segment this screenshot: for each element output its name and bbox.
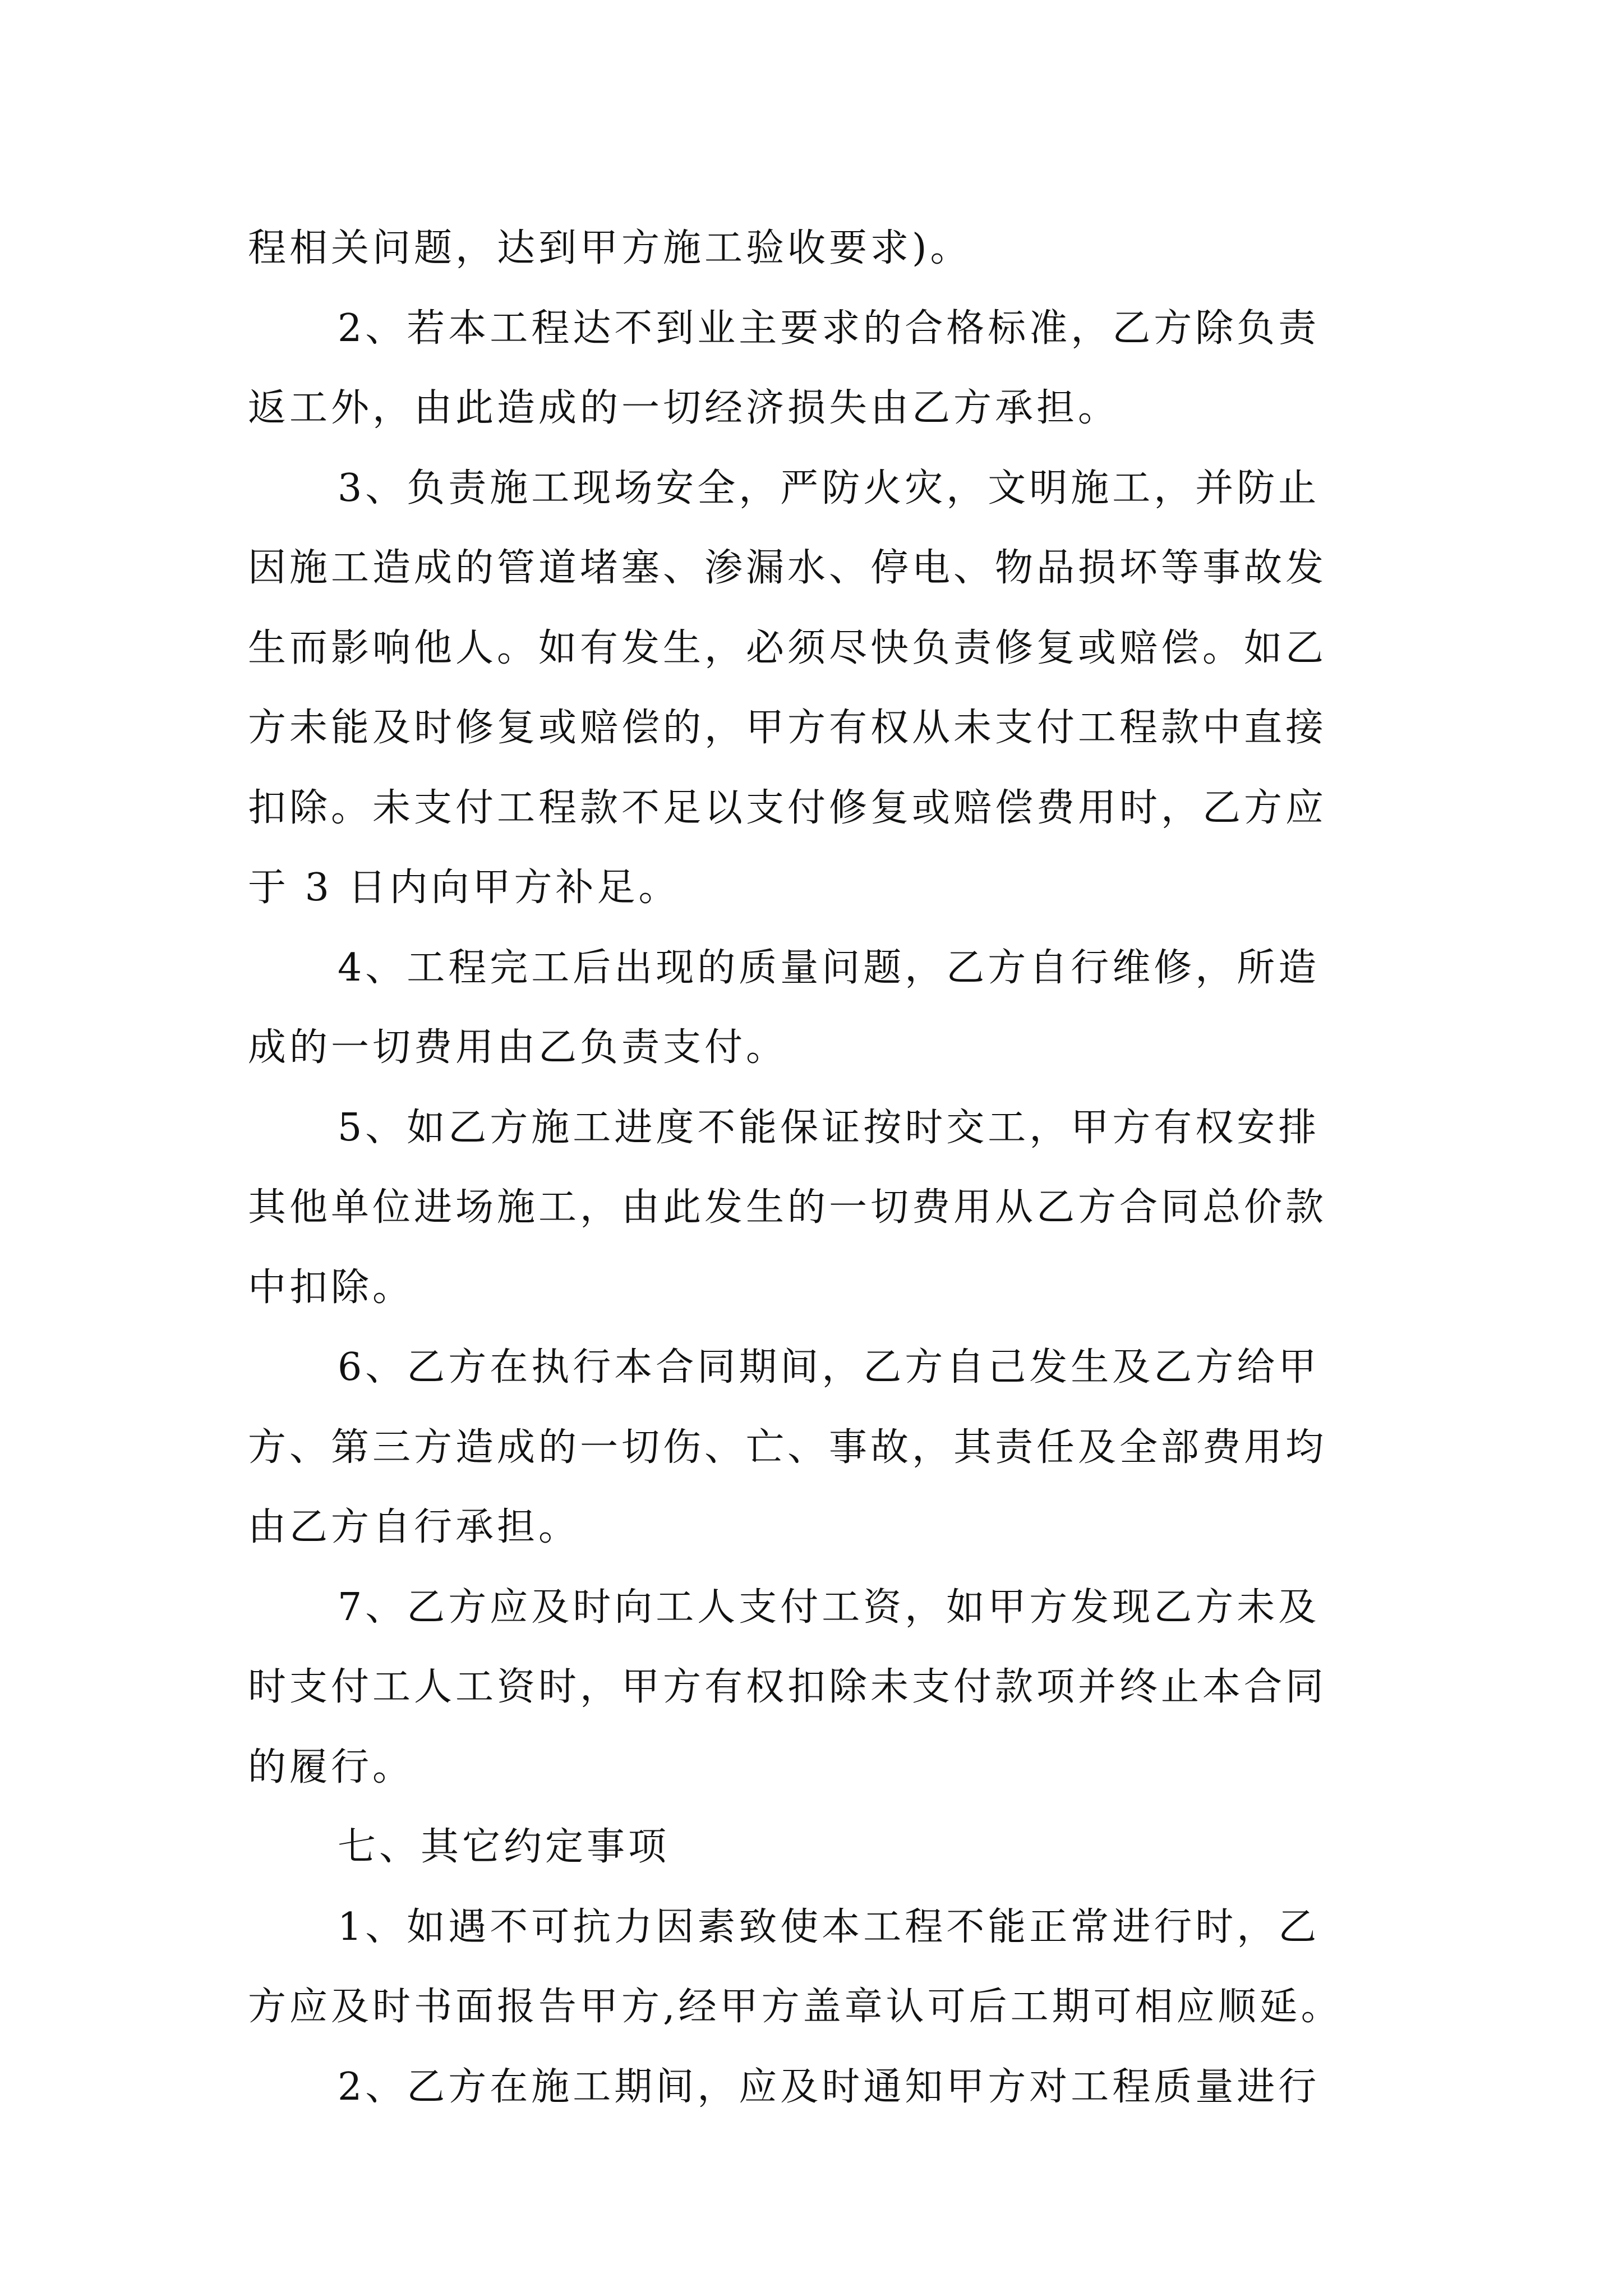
text-line: 由乙方自行承担。 (248, 1505, 580, 1549)
text-line: 因施工造成的管道堵塞、渗漏水、停电、物品损坏等事故发 (248, 546, 1327, 590)
text-line: 6、乙方在执行本合同期间，乙方自己发生及乙方给甲 (338, 1345, 1320, 1389)
text-line: 4、工程完工后出现的质量问题，乙方自行维修，所造 (338, 945, 1320, 990)
text-line: 成的一切费用由乙负责支付。 (248, 1025, 788, 1070)
text-line: 中扣除。 (248, 1265, 414, 1310)
text-line: 方、第三方造成的一切伤、亡、事故，其责任及全部费用均 (248, 1425, 1327, 1470)
text-line: 7、乙方应及时向工人支付工资，如甲方发现乙方未及 (338, 1585, 1320, 1630)
section-heading: 七、其它约定事项 (338, 1825, 670, 1869)
text-line: 3、负责施工现场安全，严防火灾，文明施工，并防止 (338, 466, 1320, 510)
text-line: 其他单位进场施工，由此发生的一切费用从乙方合同总价款 (248, 1185, 1327, 1230)
text-line: 于 3 日内向甲方补足。 (248, 866, 680, 910)
text-line: 扣除。未支付工程款不足以支付修复或赔偿费用时，乙方应 (248, 785, 1327, 830)
text-line: 返工外，由此造成的一切经济损失由乙方承担。 (248, 386, 1120, 430)
text-line: 方未能及时修复或赔偿的，甲方有权从未支付工程款中直接 (248, 706, 1327, 750)
text-line: 时支付工人工资时，甲方有权扣除未支付款项并终止本合同 (248, 1665, 1327, 1709)
text-line: 2、乙方在施工期间，应及时通知甲方对工程质量进行 (338, 2064, 1320, 2109)
text-line: 1、如遇不可抗力因素致使本工程不能正常进行时，乙 (338, 1904, 1320, 1949)
text-line: 程相关问题，达到甲方施工验收要求)。 (248, 226, 972, 270)
contract-text-block (248, 209, 1392, 2127)
text-line: 5、如乙方施工进度不能保证按时交工，甲方有权安排 (338, 1105, 1320, 1150)
text-line: 的履行。 (248, 1745, 414, 1789)
text-line: 2、若本工程达不到业主要求的合格标准，乙方除负责 (338, 306, 1320, 351)
text-line: 方应及时书面报告甲方,经甲方盖章认可后工期可相应顺延。 (248, 1985, 1343, 2029)
text-line: 生而影响他人。如有发生，必须尽快负责修复或赔偿。如乙 (248, 625, 1327, 670)
